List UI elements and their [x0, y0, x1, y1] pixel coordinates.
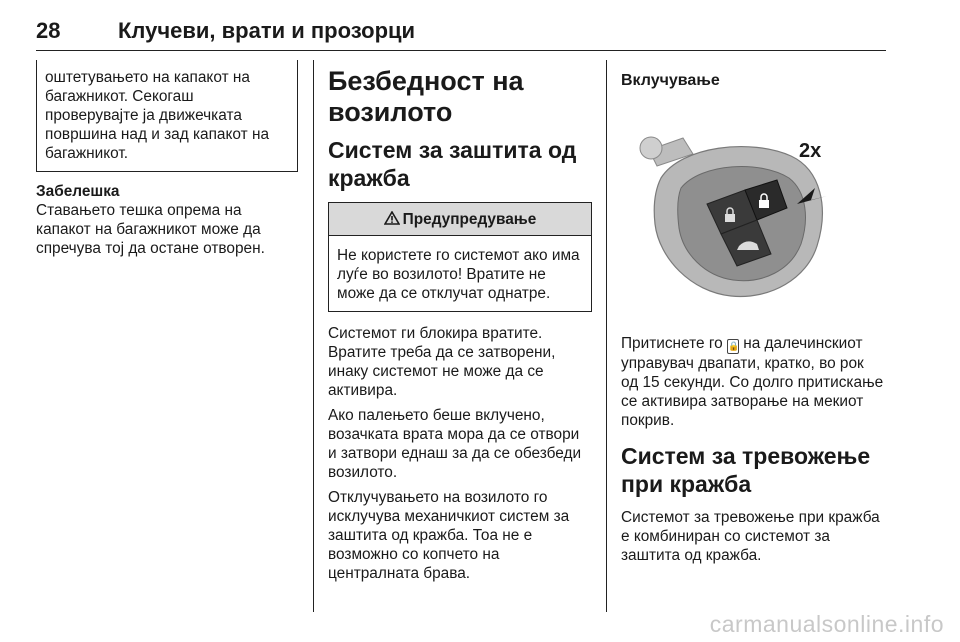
section-heading: Безбедност на возилото: [328, 66, 524, 127]
continued-warning-box: [36, 60, 298, 172]
note-text: Ставањето тешка опрема на капакот на багажникот може да спречува тој да остане отворен.: [36, 202, 265, 257]
press-count-label: 2x: [799, 140, 822, 162]
activation-instructions: [621, 334, 885, 430]
warning-header: [329, 203, 591, 236]
chapter-title: Клучеви, врати и прозорци: [118, 18, 416, 43]
box-text: оштетувањето на капакот на багажникот. Секогаш проверувајте ја движечката површина над и зад капакот на багажникот.: [45, 69, 270, 162]
instruction-text-start: Притиснете го: [621, 335, 723, 352]
column-divider: [313, 60, 314, 612]
lock-icon: 🔒: [727, 339, 739, 354]
activation-heading: Вклучување: [621, 72, 720, 89]
warning-triangle-icon: [384, 211, 400, 229]
warning-body: [329, 236, 591, 311]
column-divider: [606, 60, 607, 612]
column-right: [621, 60, 885, 565]
paragraph: Отклучувањето на возилото го исклучува механичкиот систем за заштита од кражба. Тоа не е возможно со копчето на централната брава.: [328, 489, 570, 582]
subsection-heading: Систем за заштита од кражба: [328, 137, 577, 191]
alarm-text: Системот за тревожење при кражба е комбиниран со системот за заштита од кражба.: [621, 509, 880, 564]
key-fob-illustration: [621, 108, 883, 322]
watermark: carmanualsonline.info: [709, 611, 944, 637]
column-middle: [328, 60, 592, 589]
paragraph: Ако палењето беше вклучено, возачката врата мора да се отвори и затвори еднаш за да се обезбеди возилото.: [328, 407, 582, 481]
warning-text: Не користете го системот ако има луѓе во возилото! Вратите не може да се отклучат однатре.: [337, 247, 580, 302]
page-header: [36, 12, 886, 51]
column-left: [36, 60, 298, 258]
note-title: Забелешка: [36, 183, 120, 200]
alarm-heading: Систем за тревожење при кражба: [621, 443, 871, 497]
warning-title: Предупредување: [402, 211, 537, 228]
page-number: 28: [36, 18, 61, 43]
instruction-text-end: на далечинскиот управувач двапати, кратко, во рок од 15 секунди. Со долго притискање се активира затворање на мекиот покрив.: [621, 335, 884, 429]
paragraph: Системот ги блокира вратите. Вратите треба да се затворени, инаку системот не може да се активира.: [328, 325, 556, 399]
warning-box: [328, 202, 592, 312]
